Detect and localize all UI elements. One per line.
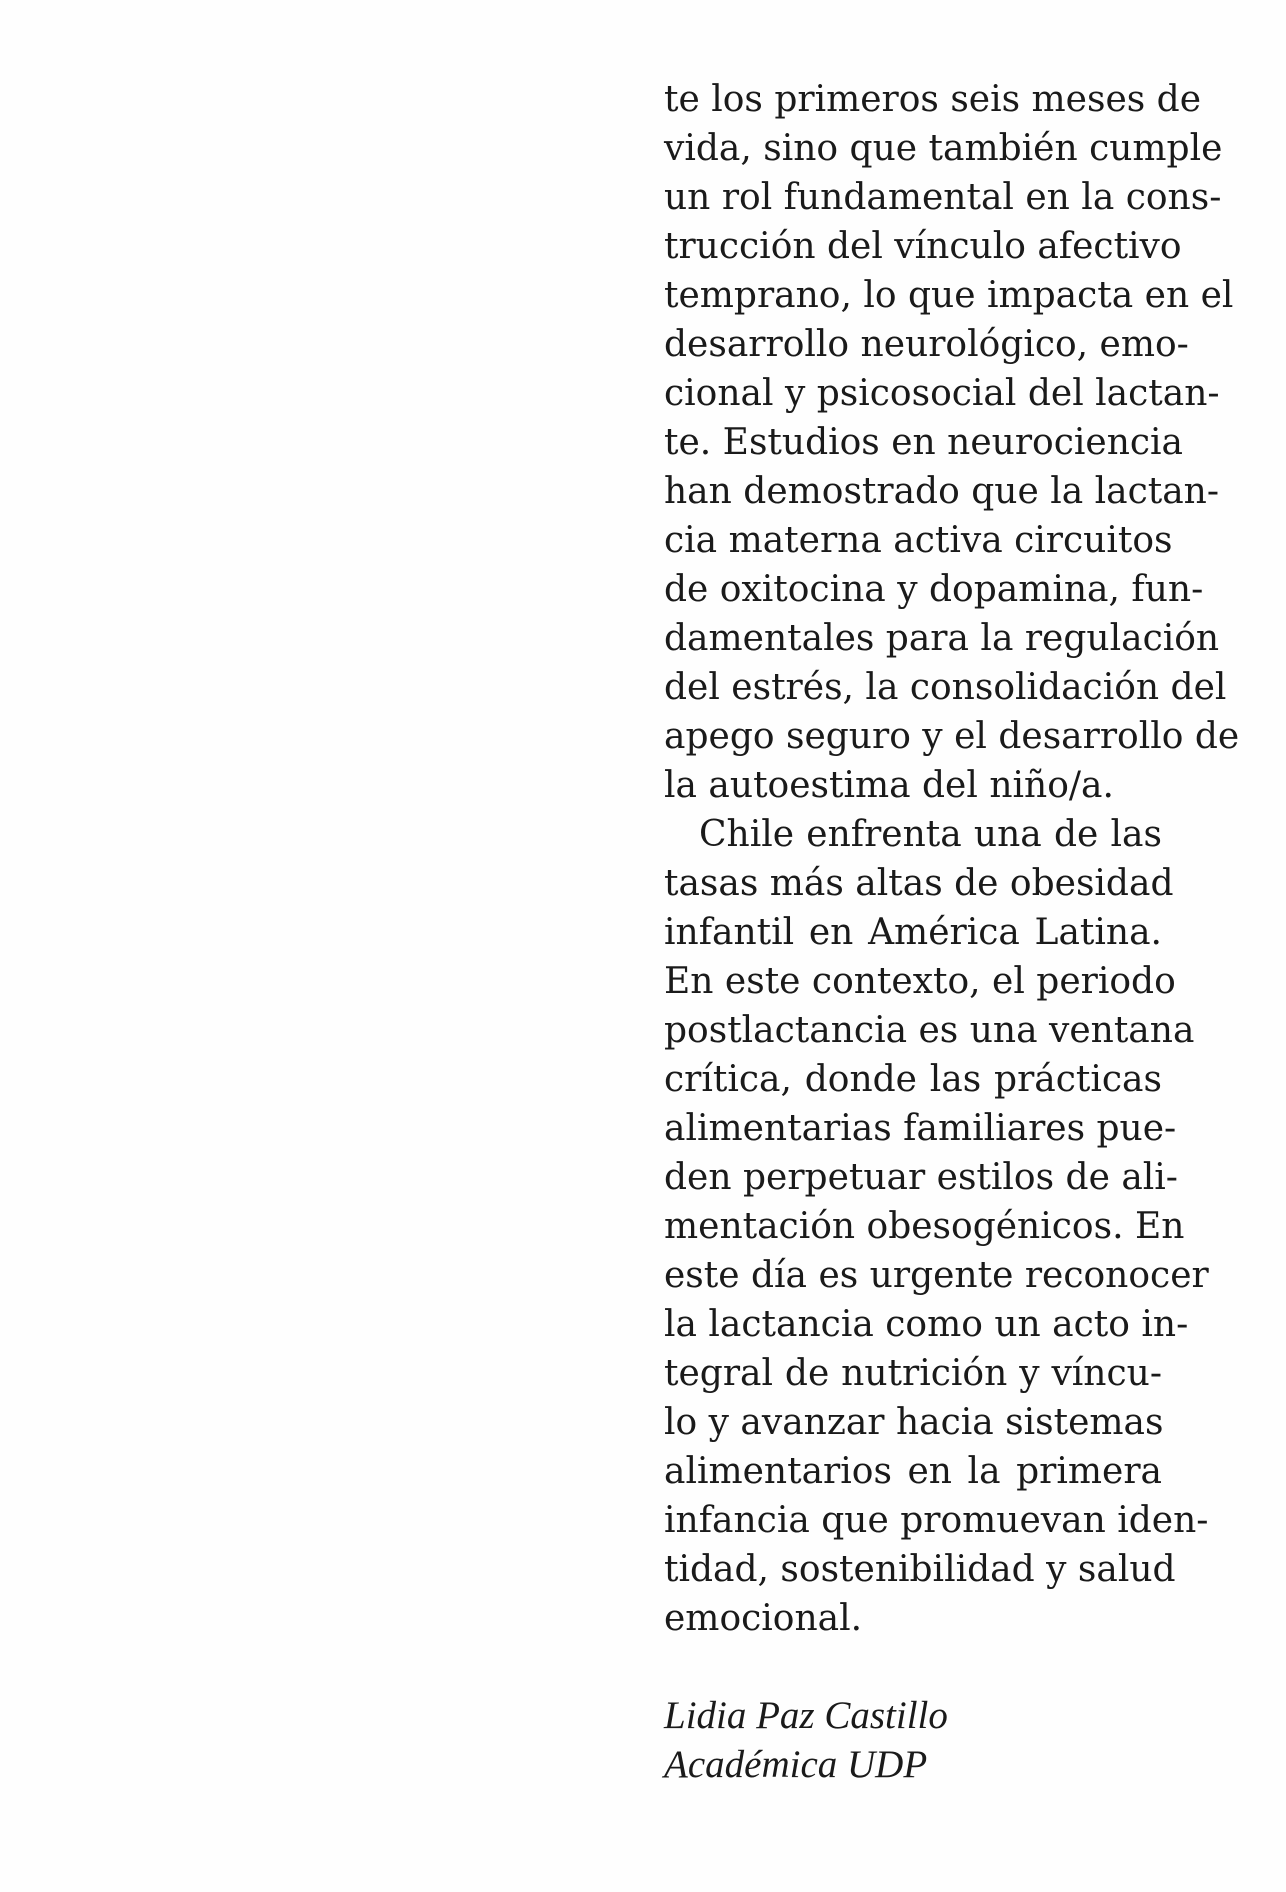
text-line: En este contexto, el periodo bbox=[664, 961, 1176, 1002]
signature-spacer bbox=[664, 1643, 1162, 1691]
text-line: te. Estudios en neurociencia bbox=[664, 422, 1184, 463]
article-column bbox=[664, 75, 1240, 1789]
text-line: postlactancia es una ventana bbox=[664, 1010, 1195, 1051]
text-line: lo y avanzar hacia sistemas bbox=[664, 1402, 1164, 1443]
text-line: tidad, sostenibilidad y salud bbox=[664, 1549, 1176, 1590]
signature bbox=[664, 1691, 1162, 1789]
text-line: desarrollo neurológico, emo- bbox=[664, 324, 1189, 365]
text-line: del estrés, la consolidación del bbox=[664, 667, 1227, 708]
author-name: Lidia Paz Castillo bbox=[664, 1694, 948, 1737]
text-line: damentales para la regulación bbox=[664, 618, 1220, 659]
text-line: infantil en América Latina. bbox=[664, 912, 1162, 953]
text-line: trucción del vínculo afectivo bbox=[664, 226, 1182, 267]
text-line: han demostrado que la lactan- bbox=[664, 471, 1220, 512]
text-line: cional y psicosocial del lactan- bbox=[664, 373, 1220, 414]
text-line: la lactancia como un acto in- bbox=[664, 1304, 1189, 1345]
text-line: emocional. bbox=[664, 1598, 863, 1639]
text-line: cia materna activa circuitos bbox=[664, 520, 1173, 561]
text-line: este día es urgente reconocer bbox=[664, 1255, 1209, 1296]
text-line: vida, sino que también cumple bbox=[664, 128, 1223, 169]
text-line: alimentarios en la primera bbox=[664, 1451, 1162, 1492]
text-line: Chile enfrenta una de las bbox=[699, 814, 1162, 855]
text-line: un rol fundamental en la cons- bbox=[664, 177, 1222, 218]
text-line: tasas más altas de obesidad bbox=[664, 863, 1174, 904]
text-line: apego seguro y el desarrollo de bbox=[664, 716, 1240, 757]
text-line: de oxitocina y dopamina, fun- bbox=[664, 569, 1204, 610]
text-line: la autoestima del niño/a. bbox=[664, 765, 1114, 806]
text-line: crítica, donde las prácticas bbox=[664, 1059, 1162, 1100]
author-title: Académica UDP bbox=[664, 1743, 928, 1786]
paragraph-2 bbox=[664, 810, 1209, 1643]
text-line: temprano, lo que impacta en el bbox=[664, 275, 1234, 316]
text-line: den perpetuar estilos de ali- bbox=[664, 1157, 1178, 1198]
text-line: alimentarias familiares pue- bbox=[664, 1108, 1177, 1149]
text-line: mentación obesogénicos. En bbox=[664, 1206, 1185, 1247]
text-line: infancia que promuevan iden- bbox=[664, 1500, 1209, 1541]
text-line: te los primeros seis meses de bbox=[664, 79, 1202, 120]
text-line: tegral de nutrición y víncu- bbox=[664, 1353, 1162, 1394]
paragraph-1 bbox=[664, 75, 1240, 810]
